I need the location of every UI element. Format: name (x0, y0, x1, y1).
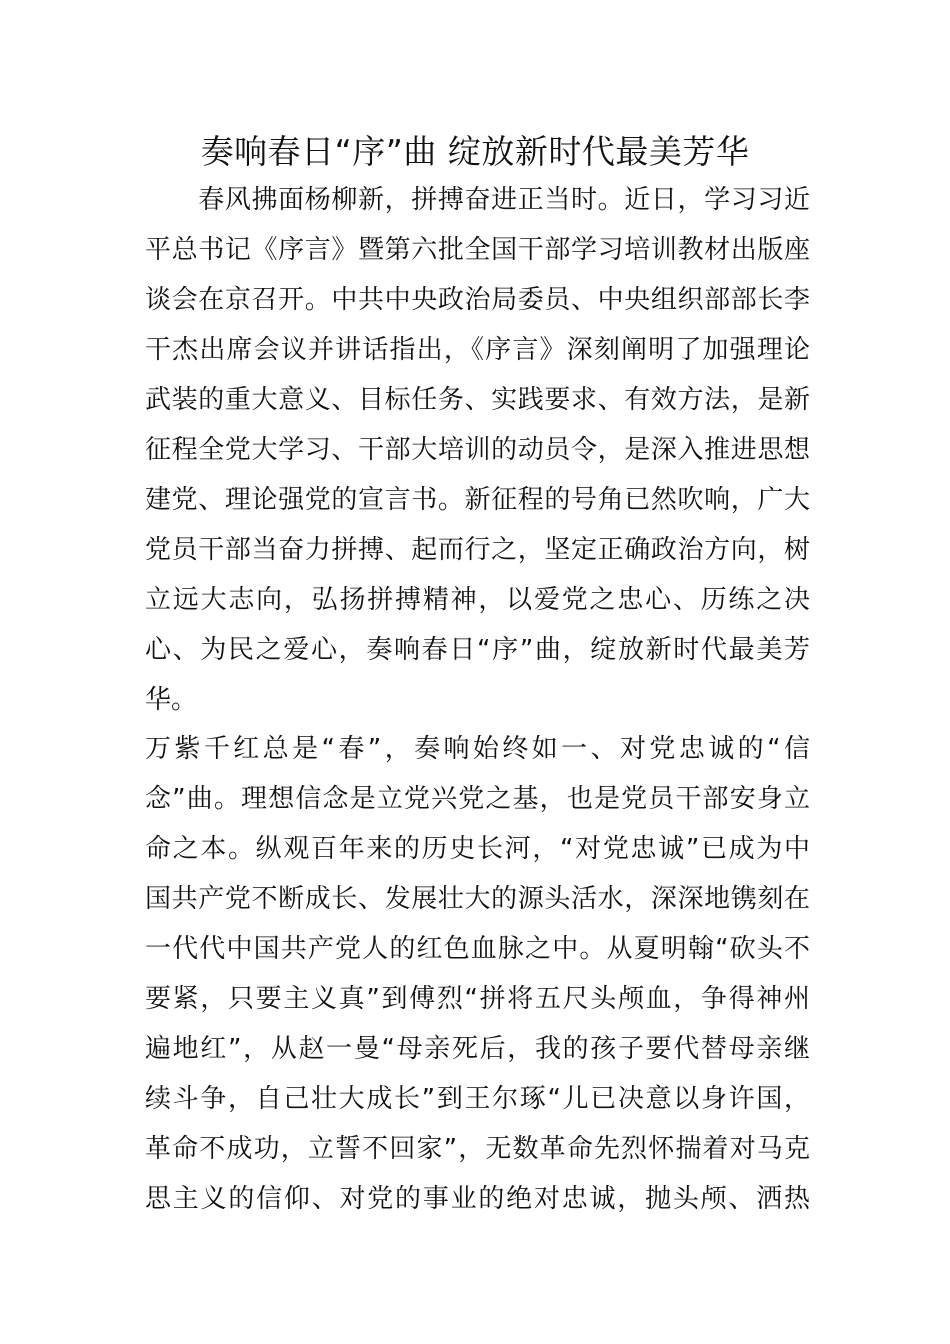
text-line: 立远大志向，弘扬拼搏精神，以爱党之忠心、历练之决 (145, 585, 810, 615)
text-line: 心、为民之爱心，奏响春日“序”曲，绽放新时代最美芳 (145, 635, 810, 665)
text-line: 念”曲。理想信念是立党兴党之基，也是党员干部安身立 (145, 784, 810, 814)
text-line: 国共产党不断成长、发展壮大的源头活水，深深地镌刻在 (145, 884, 810, 914)
text-line: 续斗争，自己壮大成长”到王尔琢“儿已决意以身许国， (145, 1084, 810, 1114)
text-line: 武装的重大意义、目标任务、实践要求、有效方法，是新 (145, 385, 810, 415)
text-line: 一代代中国共产党人的红色血脉之中。从夏明翰“砍头不 (145, 934, 810, 964)
text-line: 遍地红”，从赵一曼“母亲死后，我的孩子要代替母亲继 (145, 1034, 810, 1064)
document-title: 奏响春日“序”曲 绽放新时代最美芳华 (200, 132, 750, 171)
text-line: 万紫千红总是“春”，奏响始终如一、对党忠诚的“信 (145, 734, 810, 764)
text-line: 建党、理论强党的宣言书。新征程的号角已然吹响，广大 (145, 485, 810, 515)
text-line: 要紧，只要主义真”到傅烈“拼将五尺头颅血，争得神州 (145, 984, 810, 1014)
text-line: 思主义的信仰、对党的事业的绝对忠诚，抛头颅、洒热 (145, 1184, 810, 1214)
paragraph-1 (145, 175, 810, 725)
text-line: 谈会在京召开。中共中央政治局委员、中央组织部部长李 (145, 285, 810, 315)
text-line: 干杰出席会议并讲话指出，《序言》深刻阐明了加强理论 (145, 335, 810, 365)
text-line: 征程全党大学习、干部大培训的动员令，是深入推进思想 (145, 435, 810, 465)
text-line: 华。 (145, 685, 198, 715)
text-line: 春风拂面杨柳新，拼搏奋进正当时。近日，学习习近 (145, 185, 810, 215)
text-line: 党员干部当奋力拼搏、起而行之，坚定正确政治方向，树 (145, 535, 810, 565)
paragraph-2 (145, 724, 810, 1224)
text-line: 命之本。纵观百年来的历史长河，“对党忠诚”已成为中 (145, 834, 810, 864)
text-line: 平总书记《序言》暨第六批全国干部学习培训教材出版座 (145, 235, 810, 265)
text-line: 革命不成功，立誓不回家”，无数革命先烈怀揣着对马克 (145, 1134, 810, 1164)
